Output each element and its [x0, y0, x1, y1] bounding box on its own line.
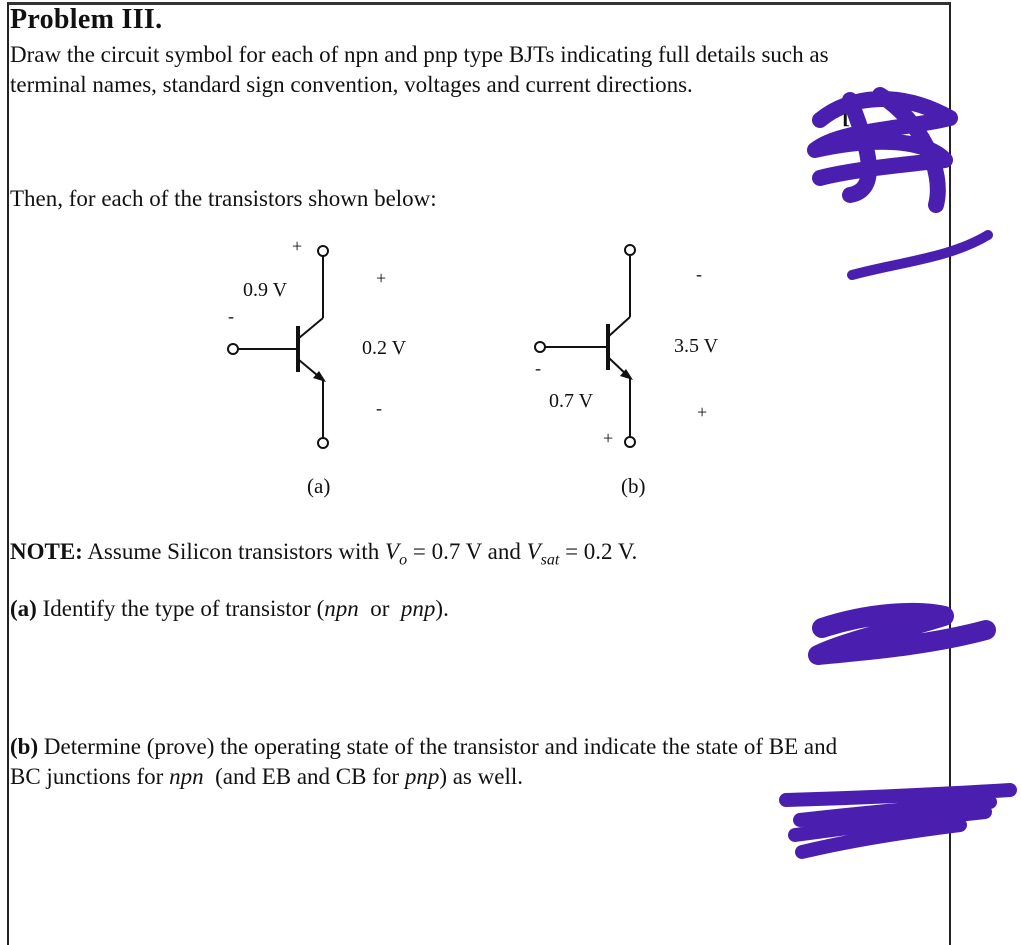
b-vce-label: 3.5 V: [674, 335, 719, 357]
qa-npn: npn: [324, 596, 359, 621]
intro-line-2: terminal names, standard sign convention, voltages and current directions.: [10, 72, 693, 97]
a-be-minus: -: [228, 306, 234, 326]
b-be-plus: +: [603, 428, 614, 448]
vo-sub: o: [399, 551, 408, 569]
caption-b: (b): [621, 474, 646, 498]
qa-text: Identify the type of transistor (: [36, 596, 325, 621]
qa-pnp: pnp: [400, 596, 436, 621]
a-vce-label: 0.2 V: [362, 337, 407, 359]
vsat-sub: sat: [540, 551, 560, 569]
then-text: Then, for each of the transistors shown below:: [10, 186, 437, 211]
qb-npn: npn: [169, 764, 204, 789]
qb-label: (b): [10, 734, 39, 759]
b-be-minus: -: [535, 358, 541, 378]
circuit-a-symbol: [228, 246, 328, 448]
qb-pnp: pnp: [404, 764, 440, 789]
vsat-symbol: V: [526, 539, 541, 564]
qb-line1: Determine (prove) the operating state of the transistor and indicate the state of BE and: [38, 734, 838, 759]
qb-line2-b: (and EB and CB for: [203, 764, 405, 789]
a-ce-minus: -: [376, 398, 382, 418]
circuit-b-symbol: [535, 245, 635, 447]
vo-value: = 0.7 V and: [407, 539, 527, 564]
note-label: NOTE:: [10, 539, 83, 564]
qb-line2-c: ) as well.: [439, 764, 523, 789]
b-vbe-label: 0.7 V: [549, 390, 594, 412]
qa-label: (a): [10, 596, 37, 621]
b-ce-plus: +: [697, 402, 708, 422]
qa-end: ).: [435, 596, 449, 621]
a-be-plus: +: [292, 236, 303, 256]
qb-line2-a: BC junctions for: [10, 764, 170, 789]
vo-symbol: V: [385, 539, 400, 564]
intro-line-1: Draw the circuit symbol for each of npn and pnp type BJTs indicating full details such as: [10, 42, 829, 67]
a-vbe-label: 0.9 V: [243, 279, 288, 301]
ink-scribbles: [786, 95, 1010, 852]
b-ce-minus: -: [696, 264, 702, 284]
problem-title: Problem III.: [10, 4, 163, 35]
qa-or: or: [358, 596, 401, 621]
vsat-value: = 0.2 V.: [559, 539, 638, 564]
marks-label: [5: [842, 103, 862, 129]
note-text: Assume Silicon transistors with: [82, 539, 386, 564]
a-ce-plus: +: [376, 268, 387, 288]
caption-a: (a): [307, 474, 331, 498]
